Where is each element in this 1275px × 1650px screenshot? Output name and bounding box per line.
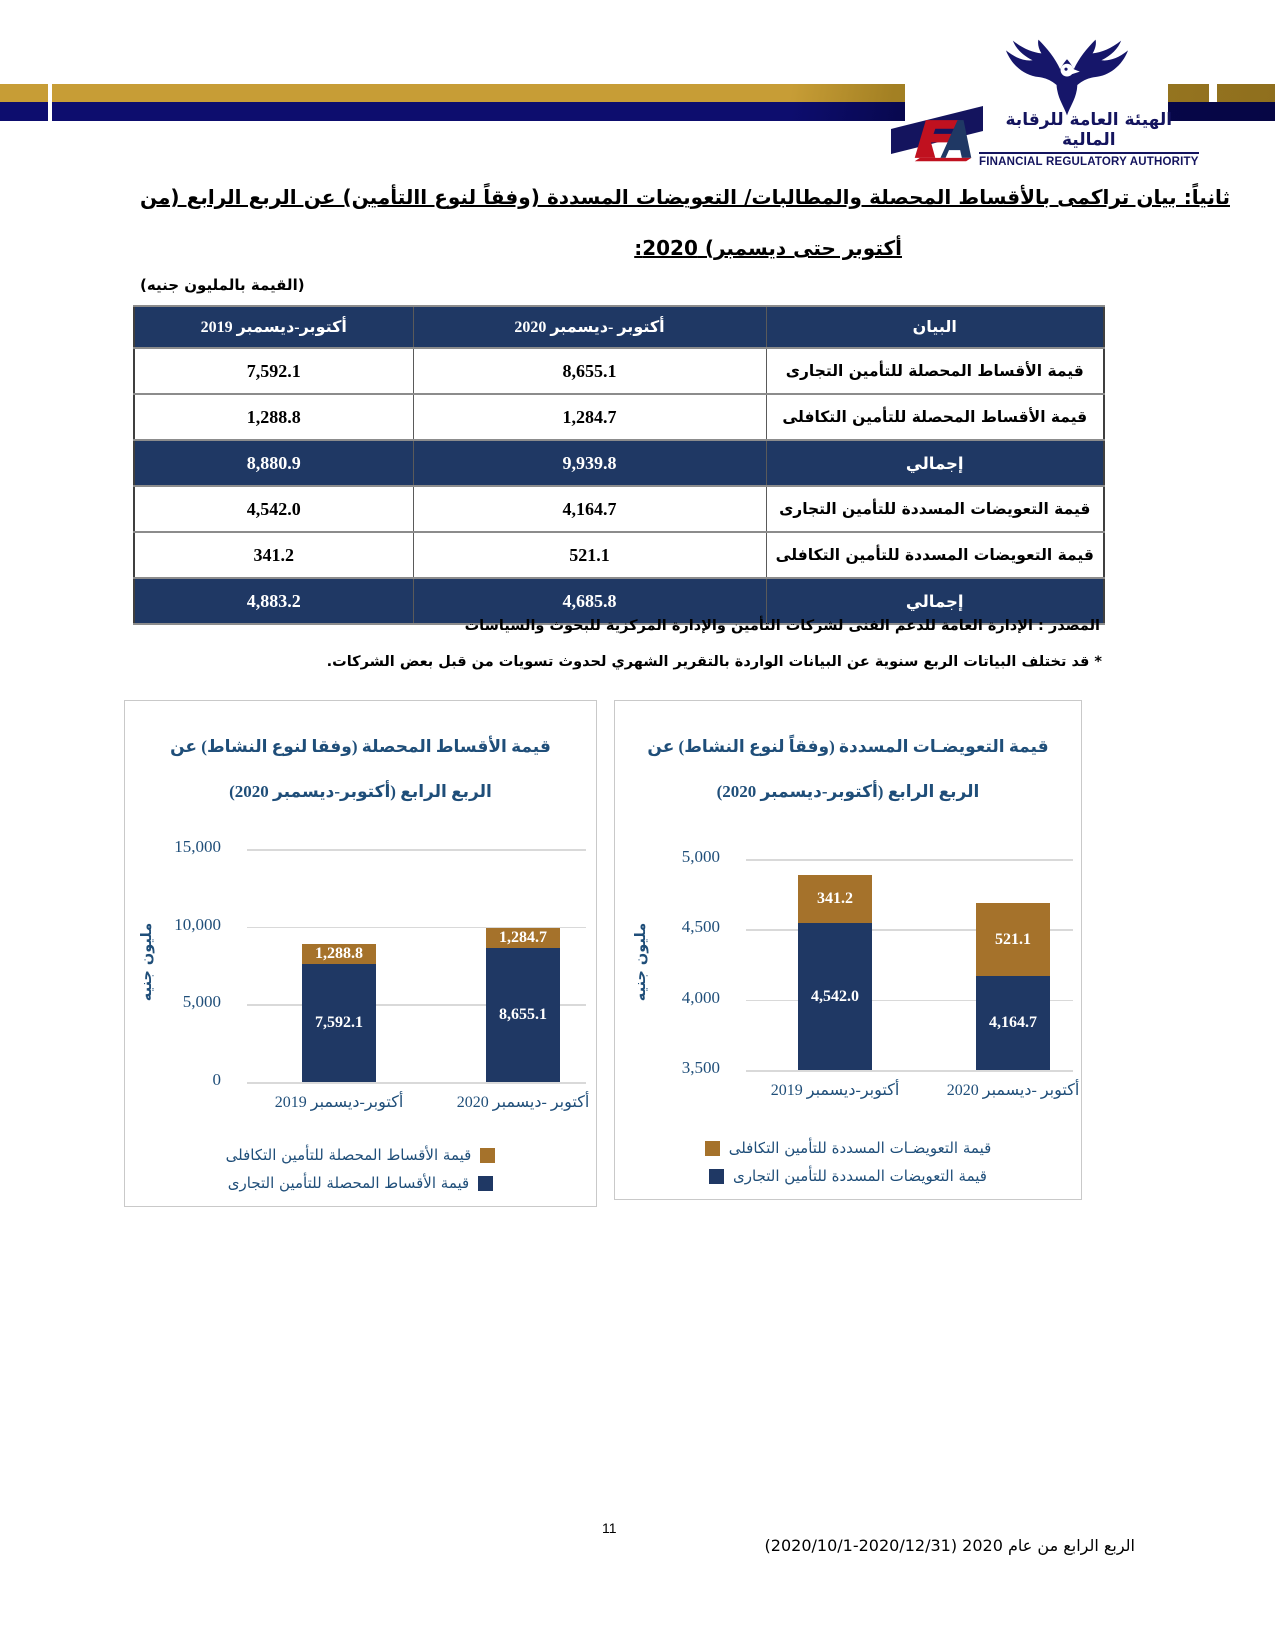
chart-title: قيمة التعويضـات المسددة (وفقاً لنوع النشاط) عن xyxy=(647,737,1049,756)
value-2019: 4,883.2 xyxy=(134,578,413,624)
y-tick-label: 10,000 xyxy=(174,914,221,934)
chart-title: قيمة الأقساط المحصلة (وفقا لنوع النشاط) عن xyxy=(170,737,551,756)
legend-label: قيمة الأقساط المحصلة للتأمين التجارى xyxy=(227,1174,470,1192)
y-tick-label: 0 xyxy=(212,1070,221,1089)
gridline xyxy=(746,1070,1073,1072)
legend-marker xyxy=(705,1141,720,1156)
y-tick-label: 4,500 xyxy=(681,917,720,937)
bar-value-label: 8,655.1 xyxy=(499,1005,547,1023)
bar-value-label: 4,542.0 xyxy=(811,987,859,1005)
y-tick-label: 4,000 xyxy=(681,987,720,1007)
category-label: أكتوبر-ديسمبر 2019 xyxy=(770,1082,900,1099)
page-title-line1: ثانياً: بيان تراكمى بالأقساط المحصلة والمطالبات/ التعويضات المسددة (وفقاً لنوع االتأمين) عن الربع الرابع (من xyxy=(140,185,1230,210)
legend-marker xyxy=(478,1176,493,1191)
chart-title: الربع الرابع (أكتوبر-ديسمبر 2020) xyxy=(716,782,980,801)
authority-name-english: FINANCIAL REGULATORY AUTHORITY xyxy=(979,156,1199,168)
claims-by-activity-chart xyxy=(614,700,1082,1200)
chart-title: الربع الرابع (أكتوبر-ديسمبر 2020) xyxy=(229,782,492,801)
report-period-footer: الربع الرابع من عام 2020 (2020/12/31-2020/10/1) xyxy=(764,1536,1135,1555)
col-header-2020: أكتوبر -ديسمبر 2020 xyxy=(413,306,766,348)
category-label: أكتوبر -ديسمبر 2020 xyxy=(946,1082,1080,1099)
category-label: أكتوبر -ديسمبر 2020 xyxy=(456,1094,590,1111)
legend-marker xyxy=(480,1148,495,1163)
stripe-gap-left xyxy=(48,84,52,121)
y-tick-label: 5,000 xyxy=(681,847,720,866)
value-2019: 4,542.0 xyxy=(134,486,413,532)
premiums-by-activity-chart xyxy=(124,700,597,1207)
legend-item xyxy=(228,1174,493,1192)
bar-value-label: 7,592.1 xyxy=(315,1014,363,1032)
row-label: قيمة الأقساط المحصلة للتأمين التكافلى xyxy=(766,394,1104,440)
y-tick-label: 5,000 xyxy=(182,992,221,1012)
page-title-line2: أكتوبر حتى ديسمبر) 2020: xyxy=(634,236,902,261)
legend-label: قيمة التعويضات المسددة للتأمين التجارى xyxy=(733,1167,987,1185)
y-tick-label: 3,500 xyxy=(681,1058,720,1077)
bar-value-label: 1,288.8 xyxy=(315,945,363,963)
premiums-claims-table xyxy=(133,305,1105,625)
col-header-statement: البيان xyxy=(766,306,1104,348)
value-2019: 8,880.9 xyxy=(134,440,413,486)
value-2020: 4,164.7 xyxy=(413,486,766,532)
gridline xyxy=(746,859,1073,861)
table-row xyxy=(134,348,1104,394)
category-label: أكتوبر-ديسمبر 2019 xyxy=(274,1094,404,1111)
fra-monogram-icon xyxy=(913,114,973,164)
table-row xyxy=(134,394,1104,440)
row-label: قيمة التعويضات المسددة للتأمين التجارى xyxy=(766,486,1104,532)
legend-item xyxy=(705,1139,992,1157)
bar-value-label: 4,164.7 xyxy=(989,1014,1037,1032)
bar-value-label: 521.1 xyxy=(995,930,1031,948)
col-header-2019: أكتوبر-ديسمبر 2019 xyxy=(134,306,413,348)
value-2019: 7,592.1 xyxy=(134,348,413,394)
gridline xyxy=(247,849,586,851)
value-2020: 4,685.8 xyxy=(413,578,766,624)
value-2020: 521.1 xyxy=(413,532,766,578)
y-axis-title: مليون جنيه xyxy=(633,922,649,1002)
table-row xyxy=(134,486,1104,532)
legend-item xyxy=(709,1167,987,1185)
value-2020: 1,284.7 xyxy=(413,394,766,440)
row-label: قيمة التعويضات المسددة للتأمين التكافلى xyxy=(766,532,1104,578)
legend-label: قيمة التعويضـات المسددة للتأمين التكافلى xyxy=(728,1139,992,1157)
unit-note: (القيمة بالمليون جنيه) xyxy=(140,276,305,294)
disclaimer-note: * قد تختلف البياتات الربع سنوية عن البيانات الواردة بالتقرير الشهري لحدوث تسويات من قبل بعض الشركات. xyxy=(326,654,1102,670)
row-label: إجمالي xyxy=(766,578,1104,624)
row-label: قيمة الأقساط المحصلة للتأمين التجارى xyxy=(766,348,1104,394)
fra-logo xyxy=(913,110,1199,168)
source-note: المصدر : الإدارة العامة للدعم الفنى لشركات التأمين والإدارة المركزية للبحوث والسياسات xyxy=(464,618,1100,634)
value-2020: 8,655.1 xyxy=(413,348,766,394)
row-label: إجمالي xyxy=(766,440,1104,486)
legend-item xyxy=(226,1146,496,1164)
bar-value-label: 1,284.7 xyxy=(499,928,547,946)
gridline xyxy=(247,1082,586,1084)
y-tick-label: 15,000 xyxy=(174,837,221,856)
value-2019: 341.2 xyxy=(134,532,413,578)
chart-legend xyxy=(135,1146,586,1192)
legend-marker xyxy=(709,1169,724,1184)
authority-names xyxy=(979,110,1199,168)
stripe-gap-right xyxy=(1209,84,1217,102)
table-total-row xyxy=(134,440,1104,486)
table-header-row xyxy=(134,306,1104,348)
table-row xyxy=(134,532,1104,578)
legend-label: قيمة الأقساط المحصلة للتأمين التكافلى xyxy=(225,1146,472,1164)
value-2020: 9,939.8 xyxy=(413,440,766,486)
bar-value-label: 341.2 xyxy=(817,890,853,908)
eagle-icon xyxy=(1003,38,1131,118)
y-axis-title: مليون جنيه xyxy=(139,922,155,1002)
chart-legend xyxy=(625,1139,1071,1185)
page-number: 11 xyxy=(602,1520,617,1536)
value-2019: 1,288.8 xyxy=(134,394,413,440)
authority-name-arabic: الهيئة العامة للرقابة المالية xyxy=(979,110,1199,154)
